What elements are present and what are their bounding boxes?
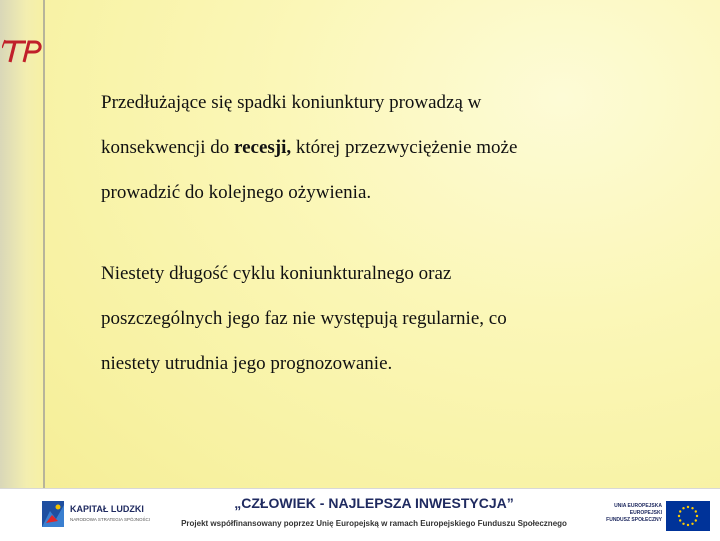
eu-label-line1: UNIA EUROPEJSKA [614, 503, 662, 509]
eu-star [695, 519, 697, 521]
kapital-ludzki-subtitle: NARODOWA STRATEGIA SPÓJNOŚCI [70, 517, 151, 522]
project-funding-text: Projekt współfinansowany poprzez Unię Europejską w ramach Europejskiego Funduszu Społecznego [181, 519, 567, 528]
bold-term: recesji, [233, 137, 292, 158]
text-line [101, 341, 691, 386]
eu-star [679, 510, 681, 512]
eu-star [696, 515, 698, 517]
eu-star [679, 519, 681, 521]
eu-label [592, 503, 662, 524]
eu-flag [666, 501, 710, 531]
text-segment: której przezwyciężenie może [291, 137, 518, 158]
eu-label-line2: EUROPEJSKI [629, 510, 662, 516]
text-segment: poszczególnych jego faz nie występują regularnie, co [101, 308, 507, 329]
kapital-ludzki-icon [40, 499, 68, 531]
kapital-ludzki-logo [40, 499, 160, 531]
eu-star [695, 510, 697, 512]
paragraph-gap [101, 215, 691, 251]
eu-star [691, 507, 693, 509]
kapital-ludzki-title: KAPITAŁ LUDZKI [70, 504, 144, 514]
eu-star [678, 515, 680, 517]
text-line [101, 170, 691, 215]
slide-content [101, 80, 691, 386]
text-line [101, 296, 691, 341]
text-line [101, 251, 691, 296]
text-line [101, 125, 691, 170]
sidebar-divider [43, 0, 45, 488]
eu-label-line3: FUNDUSZ SPOŁECZNY [606, 517, 662, 523]
eu-star [687, 506, 689, 508]
left-sidebar-bar [0, 0, 44, 488]
tp-logo [2, 36, 46, 68]
eu-star [687, 524, 689, 526]
text-segment: Przedłużające się spadki koniunktury prowadzą w [101, 92, 482, 113]
text-line [101, 80, 691, 125]
eu-star [682, 507, 684, 509]
footer-banner [0, 488, 720, 541]
eu-star [691, 523, 693, 525]
text-segment: niestety utrudnia jego prognozowanie. [101, 353, 393, 374]
text-segment: prowadzić do kolejnego ożywienia. [101, 182, 372, 203]
text-segment: konsekwencji do [101, 137, 234, 158]
eu-star [682, 523, 684, 525]
text-segment: Niestety długość cyklu koniunkturalnego oraz [101, 263, 452, 284]
slogan: „CZŁOWIEK - NAJLEPSZA INWESTYCJA” [234, 495, 514, 511]
eu-flag-icon [666, 501, 710, 531]
